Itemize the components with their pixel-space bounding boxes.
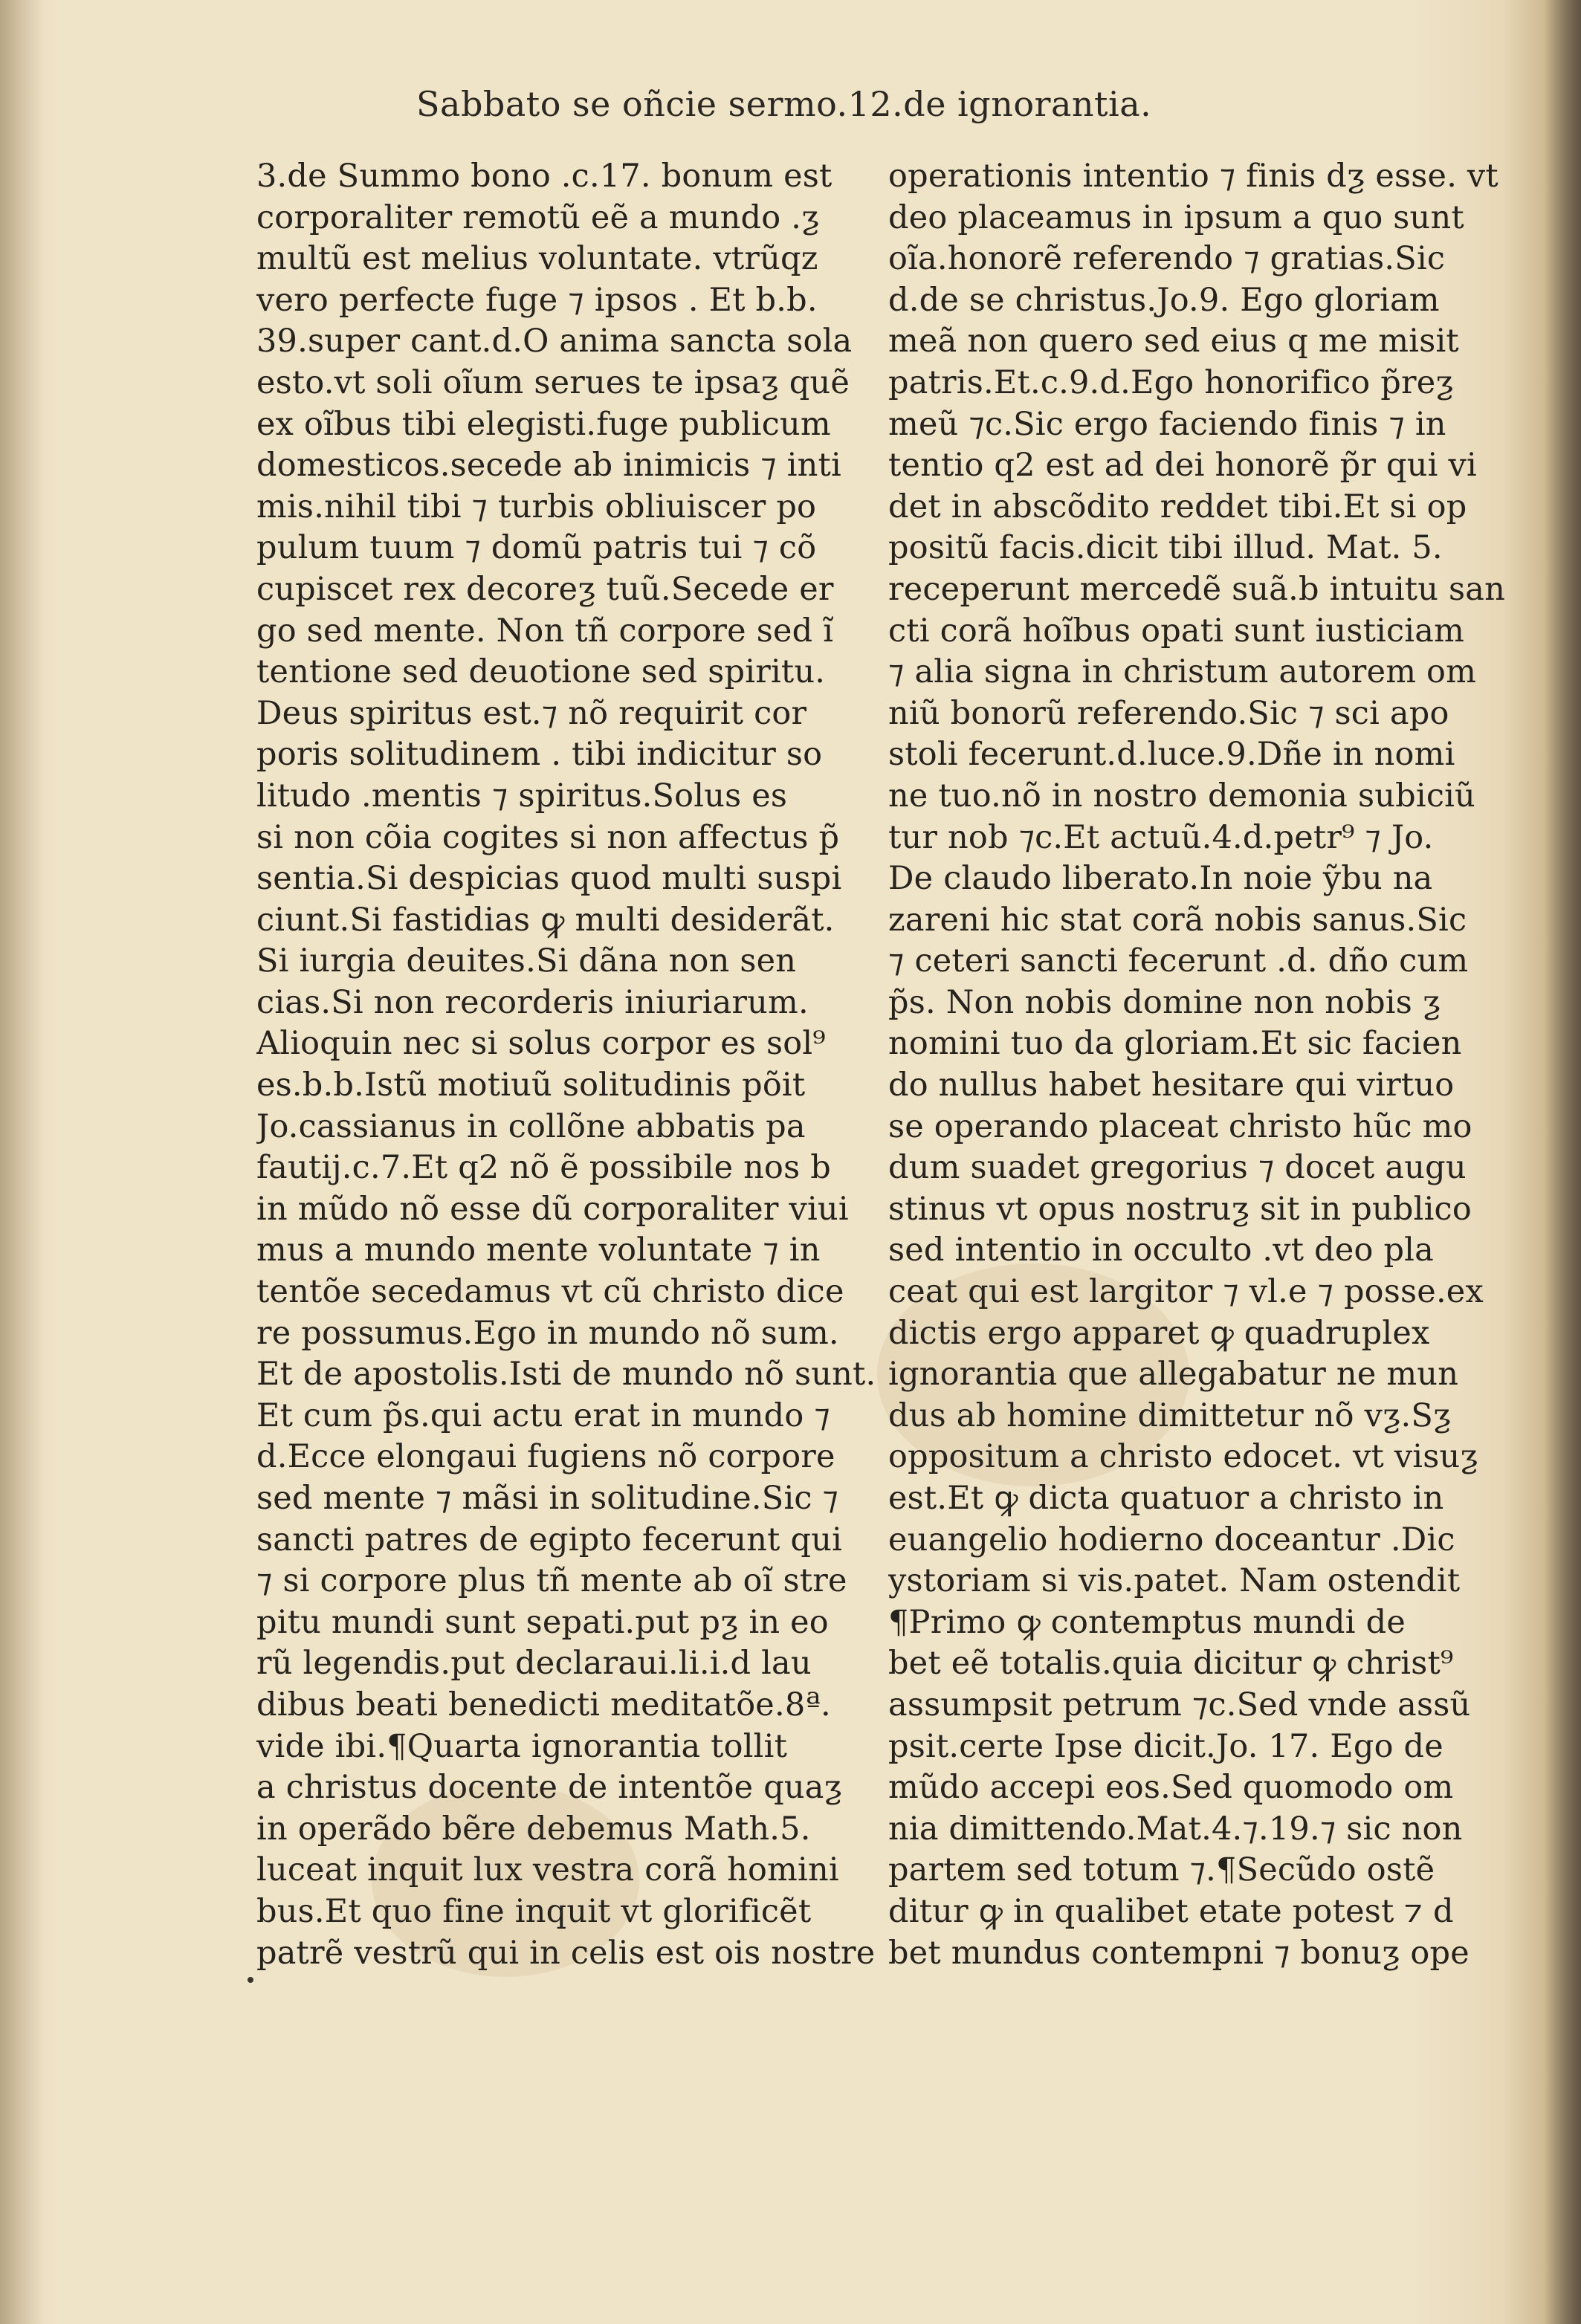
text-line: d.de se christus.Jo.9. Ego gloriam	[888, 281, 1440, 319]
text-line: ex oĩbus tibi elegisti.fuge publicum	[256, 405, 831, 443]
text-line: re possumus.Ego in mundo nõ sum.	[256, 1314, 839, 1352]
text-line: esto.vt soli oĩum serues te ipsaƺ quẽ	[256, 363, 850, 401]
text-line: stinus vt opus nostruƺ sit in publico	[888, 1190, 1472, 1228]
text-line: patris.Et.c.9.d.Ego honorifico p̃reƺ	[888, 363, 1454, 401]
text-line: dibus beati benedicti meditatõe.8ª.	[256, 1686, 831, 1723]
text-line: bus.Et quo fine inquit vt glorificẽt	[256, 1892, 812, 1930]
text-line: Et de apostolis.Isti de mundo nõ sunt.	[256, 1356, 876, 1394]
page-edge-shadow	[1544, 0, 1581, 2324]
text-line: sed mente ⁊ mãsi in solitudine.Sic ⁊	[256, 1480, 839, 1517]
gutter-shadow	[0, 0, 45, 2324]
text-line: De claudo liberato.In noie ỹbu na	[888, 860, 1433, 898]
text-line: ditur ꝙ in qualibet etate potest ⁊ d	[888, 1892, 1454, 1930]
text-line: niũ bonorũ referendo.Sic ⁊ sci apo	[888, 694, 1449, 732]
text-line: tentio q2 est ad dei honorẽ p̃r qui vi	[888, 447, 1477, 485]
ink-speck	[248, 1977, 253, 1983]
text-line: det in abscõdito reddet tibi.Et si op	[888, 488, 1467, 525]
text-line: euangelio hodierno doceantur .Dic	[888, 1521, 1455, 1558]
text-line: multũ est melius voluntate. vtrũqz	[256, 240, 818, 278]
text-line: litudo .mentis ⁊ spiritus.Solus es	[256, 777, 788, 815]
text-line: pulum tuum ⁊ domũ patris tui ⁊ cõ	[256, 529, 817, 567]
text-line: tentõe secedamus vt cũ christo dice	[256, 1273, 844, 1311]
text-line: p̃s. Non nobis domine non nobis ƺ	[888, 983, 1441, 1021]
text-line: ⁊ si corpore plus tñ mente ab oĩ stre	[256, 1562, 847, 1600]
text-line: vide ibi.¶Quarta ignorantia tollit	[256, 1727, 788, 1765]
text-line: Alioquin nec si solus corpor es sol⁹	[256, 1025, 826, 1063]
text-line: ⁊ alia signa in christum autorem om	[888, 653, 1477, 691]
text-line: dum suadet gregorius ⁊ docet augu	[888, 1149, 1467, 1187]
text-line: operationis intentio ⁊ finis dƺ esse. vt	[888, 158, 1498, 195]
text-line: stoli fecerunt.d.luce.9.Dñe in nomi	[888, 736, 1455, 774]
text-line: domesticos.secede ab inimicis ⁊ inti	[256, 447, 841, 485]
text-line: rũ legendis.put declaraui.li.i.d lau	[256, 1645, 812, 1683]
text-line: meũ ⁊c.Sic ergo faciendo finis ⁊ in	[888, 405, 1446, 443]
text-line: mus a mundo mente voluntate ⁊ in	[256, 1231, 821, 1269]
text-line: est.Et ꝙ dicta quatuor a christo in	[888, 1480, 1444, 1517]
text-line: Jo.cassianus in collõne abbatis pa	[256, 1107, 806, 1145]
text-line: tentione sed deuotione sed spiritu.	[256, 653, 826, 691]
text-line: corporaliter remotũ eẽ a mundo .ƺ	[256, 198, 820, 236]
text-line: sed intentio in occulto .vt deo pla	[888, 1231, 1434, 1269]
text-line: deo placeamus in ipsum a quo sunt	[888, 198, 1464, 236]
text-line: fautij.c.7.Et q2 nõ ẽ possibile nos b	[256, 1149, 832, 1187]
text-line: ⁊ ceteri sancti fecerunt .d. dño cum	[888, 942, 1469, 980]
text-line: bet eẽ totalis.quia dicitur ꝙ christ⁹	[888, 1645, 1454, 1683]
text-line: 39.super cant.d.O anima sancta sola	[256, 323, 853, 360]
left-text-column	[256, 156, 888, 1972]
text-line: bet mundus contempni ⁊ bonuƺ ope	[888, 1934, 1470, 1972]
text-line: Et cum p̃s.qui actu erat in mundo ⁊	[256, 1396, 830, 1434]
text-line: zareni hic stat corã nobis sanus.Sic	[888, 901, 1467, 939]
text-line: in operãdo bẽre debemus Math.5.	[256, 1810, 811, 1848]
text-line: Deus spiritus est.⁊ nõ requirit cor	[256, 694, 807, 732]
text-line: vero perfecte fuge ⁊ ipsos . Et b.b.	[256, 281, 818, 319]
text-line: oĩa.honorẽ referendo ⁊ gratias.Sic	[888, 240, 1446, 278]
text-line: meã non quero sed eius q me misit	[888, 323, 1459, 360]
text-line: es.b.b.Istũ motiuũ solitudinis põit	[256, 1066, 806, 1104]
text-line: nia dimittendo.Mat.4.⁊.19.⁊ sic non	[888, 1810, 1463, 1848]
text-line: receperunt mercedẽ suã.b intuitu san	[888, 570, 1505, 608]
text-line: ignorantia que allegabatur ne mun	[888, 1356, 1459, 1394]
text-line: partem sed totum ⁊.¶Secũdo ostẽ	[888, 1851, 1435, 1889]
text-line: Si iurgia deuites.Si dãna non sen	[256, 942, 797, 980]
text-line: cias.Si non recorderis iniuriarum.	[256, 983, 809, 1021]
text-line: mis.nihil tibi ⁊ turbis obliuiscer po	[256, 488, 817, 525]
text-line: in mũdo nõ esse dũ corporaliter viui	[256, 1190, 849, 1228]
text-line: se operando placeat christo hũc mo	[888, 1107, 1472, 1145]
running-head: Sabbato se oñcie sermo.12.de ignorantia.	[416, 84, 1152, 124]
text-line: poris solitudinem . tibi indicitur so	[256, 736, 823, 774]
text-line: dictis ergo apparet ꝙ quadruplex	[888, 1314, 1430, 1352]
text-line: ystoriam si vis.patet. Nam ostendit	[888, 1562, 1461, 1600]
text-line: ciunt.Si fastidias ꝙ multi desiderãt.	[256, 901, 835, 939]
text-line: ceat qui est largitor ⁊ vl.e ⁊ posse.ex	[888, 1273, 1484, 1311]
text-line: tur nob ⁊c.Et actuũ.4.d.petr⁹ ⁊ Jo.	[888, 818, 1434, 856]
text-line: go sed mente. Non tñ corpore sed ĩ	[256, 612, 834, 650]
text-line: assumpsit petrum ⁊c.Sed vnde assũ	[888, 1686, 1471, 1723]
right-text-column	[888, 156, 1505, 1972]
text-line: do nullus habet hesitare qui virtuo	[888, 1066, 1455, 1104]
text-line: sancti patres de egipto fecerunt qui	[256, 1521, 843, 1558]
text-line: pitu mundi sunt sepati.put pƺ in eo	[256, 1603, 829, 1641]
text-line: ¶Primo ꝙ contemptus mundi de	[888, 1603, 1406, 1641]
text-line: luceat inquit lux vestra corã homini	[256, 1851, 839, 1889]
text-line: oppositum a christo edocet. vt visuƺ	[888, 1438, 1478, 1476]
text-line: sentia.Si despicias quod multi suspi	[256, 860, 842, 898]
text-line: 3.de Summo bono .c.17. bonum est	[256, 158, 832, 195]
text-line: mũdo accepi eos.Sed quomodo om	[888, 1769, 1454, 1807]
text-line: si non cõia cogites si non affectus p̃	[256, 818, 840, 856]
text-line: positũ facis.dicit tibi illud. Mat. 5.	[888, 529, 1443, 567]
text-line: dus ab homine dimittetur nõ vƺ.Sƺ	[888, 1396, 1452, 1434]
text-line: cti corã hoĩbus opati sunt iusticiam	[888, 612, 1465, 650]
text-line: patrẽ vestrũ qui in celis est ois nostre	[256, 1934, 876, 1972]
text-line: a christus docente de intentõe quaƺ	[256, 1769, 843, 1807]
text-line: d.Ecce elongaui fugiens nõ corpore	[256, 1438, 835, 1476]
text-line: nomini tuo da gloriam.Et sic facien	[888, 1025, 1462, 1063]
text-line: ne tuo.nõ in nostro demonia subiciũ	[888, 777, 1475, 815]
text-line: psit.certe Ipse dicit.Jo. 17. Ego de	[888, 1727, 1443, 1765]
text-line: cupiscet rex decoreƺ tuũ.Secede er	[256, 570, 834, 608]
